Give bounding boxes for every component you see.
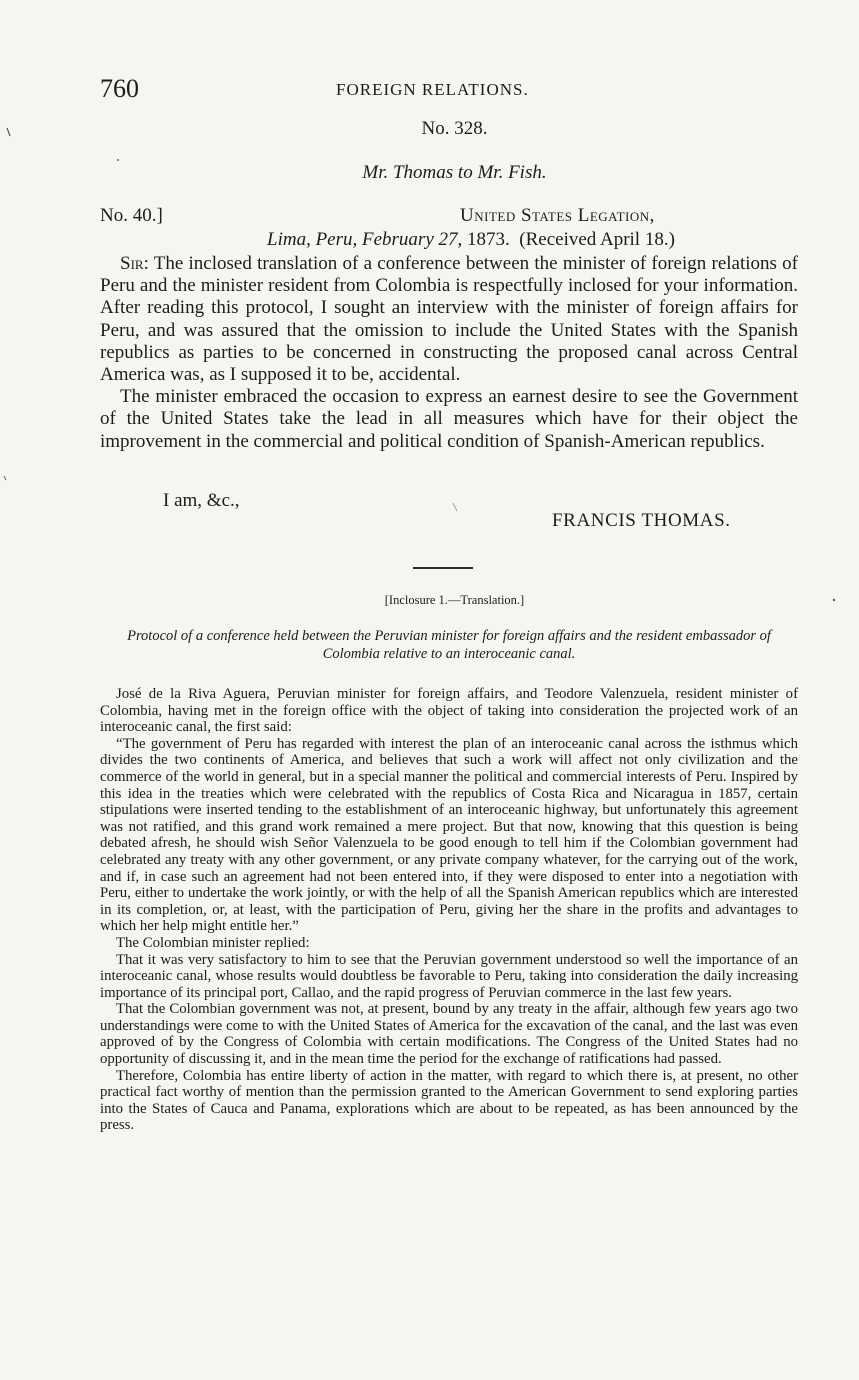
letter-paragraph: Sir: The inclosed translation of a conference between the minister of foreign relations of Peru and the minister resident from Colombia is respectfully inclosed for your information. After reading this protocol, I sought an interview with the minister of foreign affairs for Peru, and was assured that the omission to include the United States with the Spanish republics as parties to be concerned in constructing the proposed canal across Central America was, as I supposed it to be, accidental. xyxy=(100,253,798,386)
date-year: 1873. xyxy=(462,229,510,250)
protocol-title: Protocol of a conference held between the Peruvian minister for foreign affairs and the resident embassador of Colombia relative to an interoceanic canal. xyxy=(127,628,771,662)
legation-heading: United States Legation, xyxy=(460,205,655,226)
inclosure-label: [Inclosure 1.—Translation.] xyxy=(384,593,525,607)
document-number: No. 328. xyxy=(421,118,488,139)
protocol-paragraph: That it was very satisfactory to him to see that the Peruvian government understood so well the importance of an interoceanic canal, whose results would doubtless be favorable to Peru, taking into consideration the daily increasing importance of its principal port, Callao, and the rapid progress of Peruvian commerce in the last few years. xyxy=(100,951,798,1001)
protocol-paragraph: Therefore, Colombia has entire liberty of action in the matter, with regard to which there is, at present, no other practical fact worthy of mention than the permission granted to the American Government to send exploring parties into the States of Cauca and Panama, explorations which are about to be repeated, as has been announced by the press. xyxy=(100,1067,798,1134)
signature: FRANCIS THOMAS. xyxy=(552,510,731,531)
closing: I am, &c., xyxy=(163,490,240,511)
page-number: 760 xyxy=(100,74,139,103)
protocol-paragraph: “The government of Peru has regarded with interest the plan of an interoceanic canal across the isthmus which divides the two continents of America, and believes that such a work will affect not only civilization and the commerce of the world in general, but in a special manner the political and commercial interests of Peru. Inspired by this idea in the treaties which were celebrated with the republics of Costa Rica and Nicaragua in 1857, certain stipulations were inserted tending to the establishment of an interoceanic highway, but unfortunately this agreement was not ratified, and this grand work remained a mere project. But that now, knowing that this question is being debated afresh, he should wish Señor Valenzuela to be good enough to tell him if the Colombian government had celebrated any treaty with any other government, or any private company whatever, for the carrying out of the work, and if, in case such an agreement had not been entered into, if they were disposed to enter into a negotiation with Peru, either to undertake the work jointly, or with the help of all the Spanish American republics which are interested in its completion, or, at least, with the participation of Peru, giving her the share in the profits and advantages to which her help might entitle her.” xyxy=(100,735,798,935)
document-title: Mr. Thomas to Mr. Fish. xyxy=(362,162,547,183)
protocol-paragraph: The Colombian minister replied: xyxy=(116,934,310,951)
place-date: Lima, Peru, February 27, xyxy=(267,229,463,250)
received-date: (Received April 18.) xyxy=(519,229,675,250)
protocol-paragraph: José de la Riva Aguera, Peruvian minister for foreign affairs, and Teodore Valenzuela, resident minister of Colombia, having met in the foreign office with the object of taking into consideration the projected work of an interoceanic canal, the first said: xyxy=(100,686,798,736)
letter-paragraph: The minister embraced the occasion to express an earnest desire to see the Government of the United States take the lead in all measures which have for their object the improvement in the commercial and political condition of Spanish-American republics. xyxy=(100,386,798,452)
despatch-number: No. 40.] xyxy=(100,205,163,226)
salutation: Sir xyxy=(120,253,144,274)
running-head: FOREIGN RELATIONS. xyxy=(336,80,529,99)
protocol-paragraph: That the Colombian government was not, at present, bound by any treaty in the affair, although few years ago two understandings were come to with the United States of America for the excavation of the canal, and the last was even approved of by the Congress of Colombia with certain modifications. The Congress of the United States had no opportunity of discussing it, and in the mean time the period for the exchange of ratifications had passed. xyxy=(100,1001,798,1068)
